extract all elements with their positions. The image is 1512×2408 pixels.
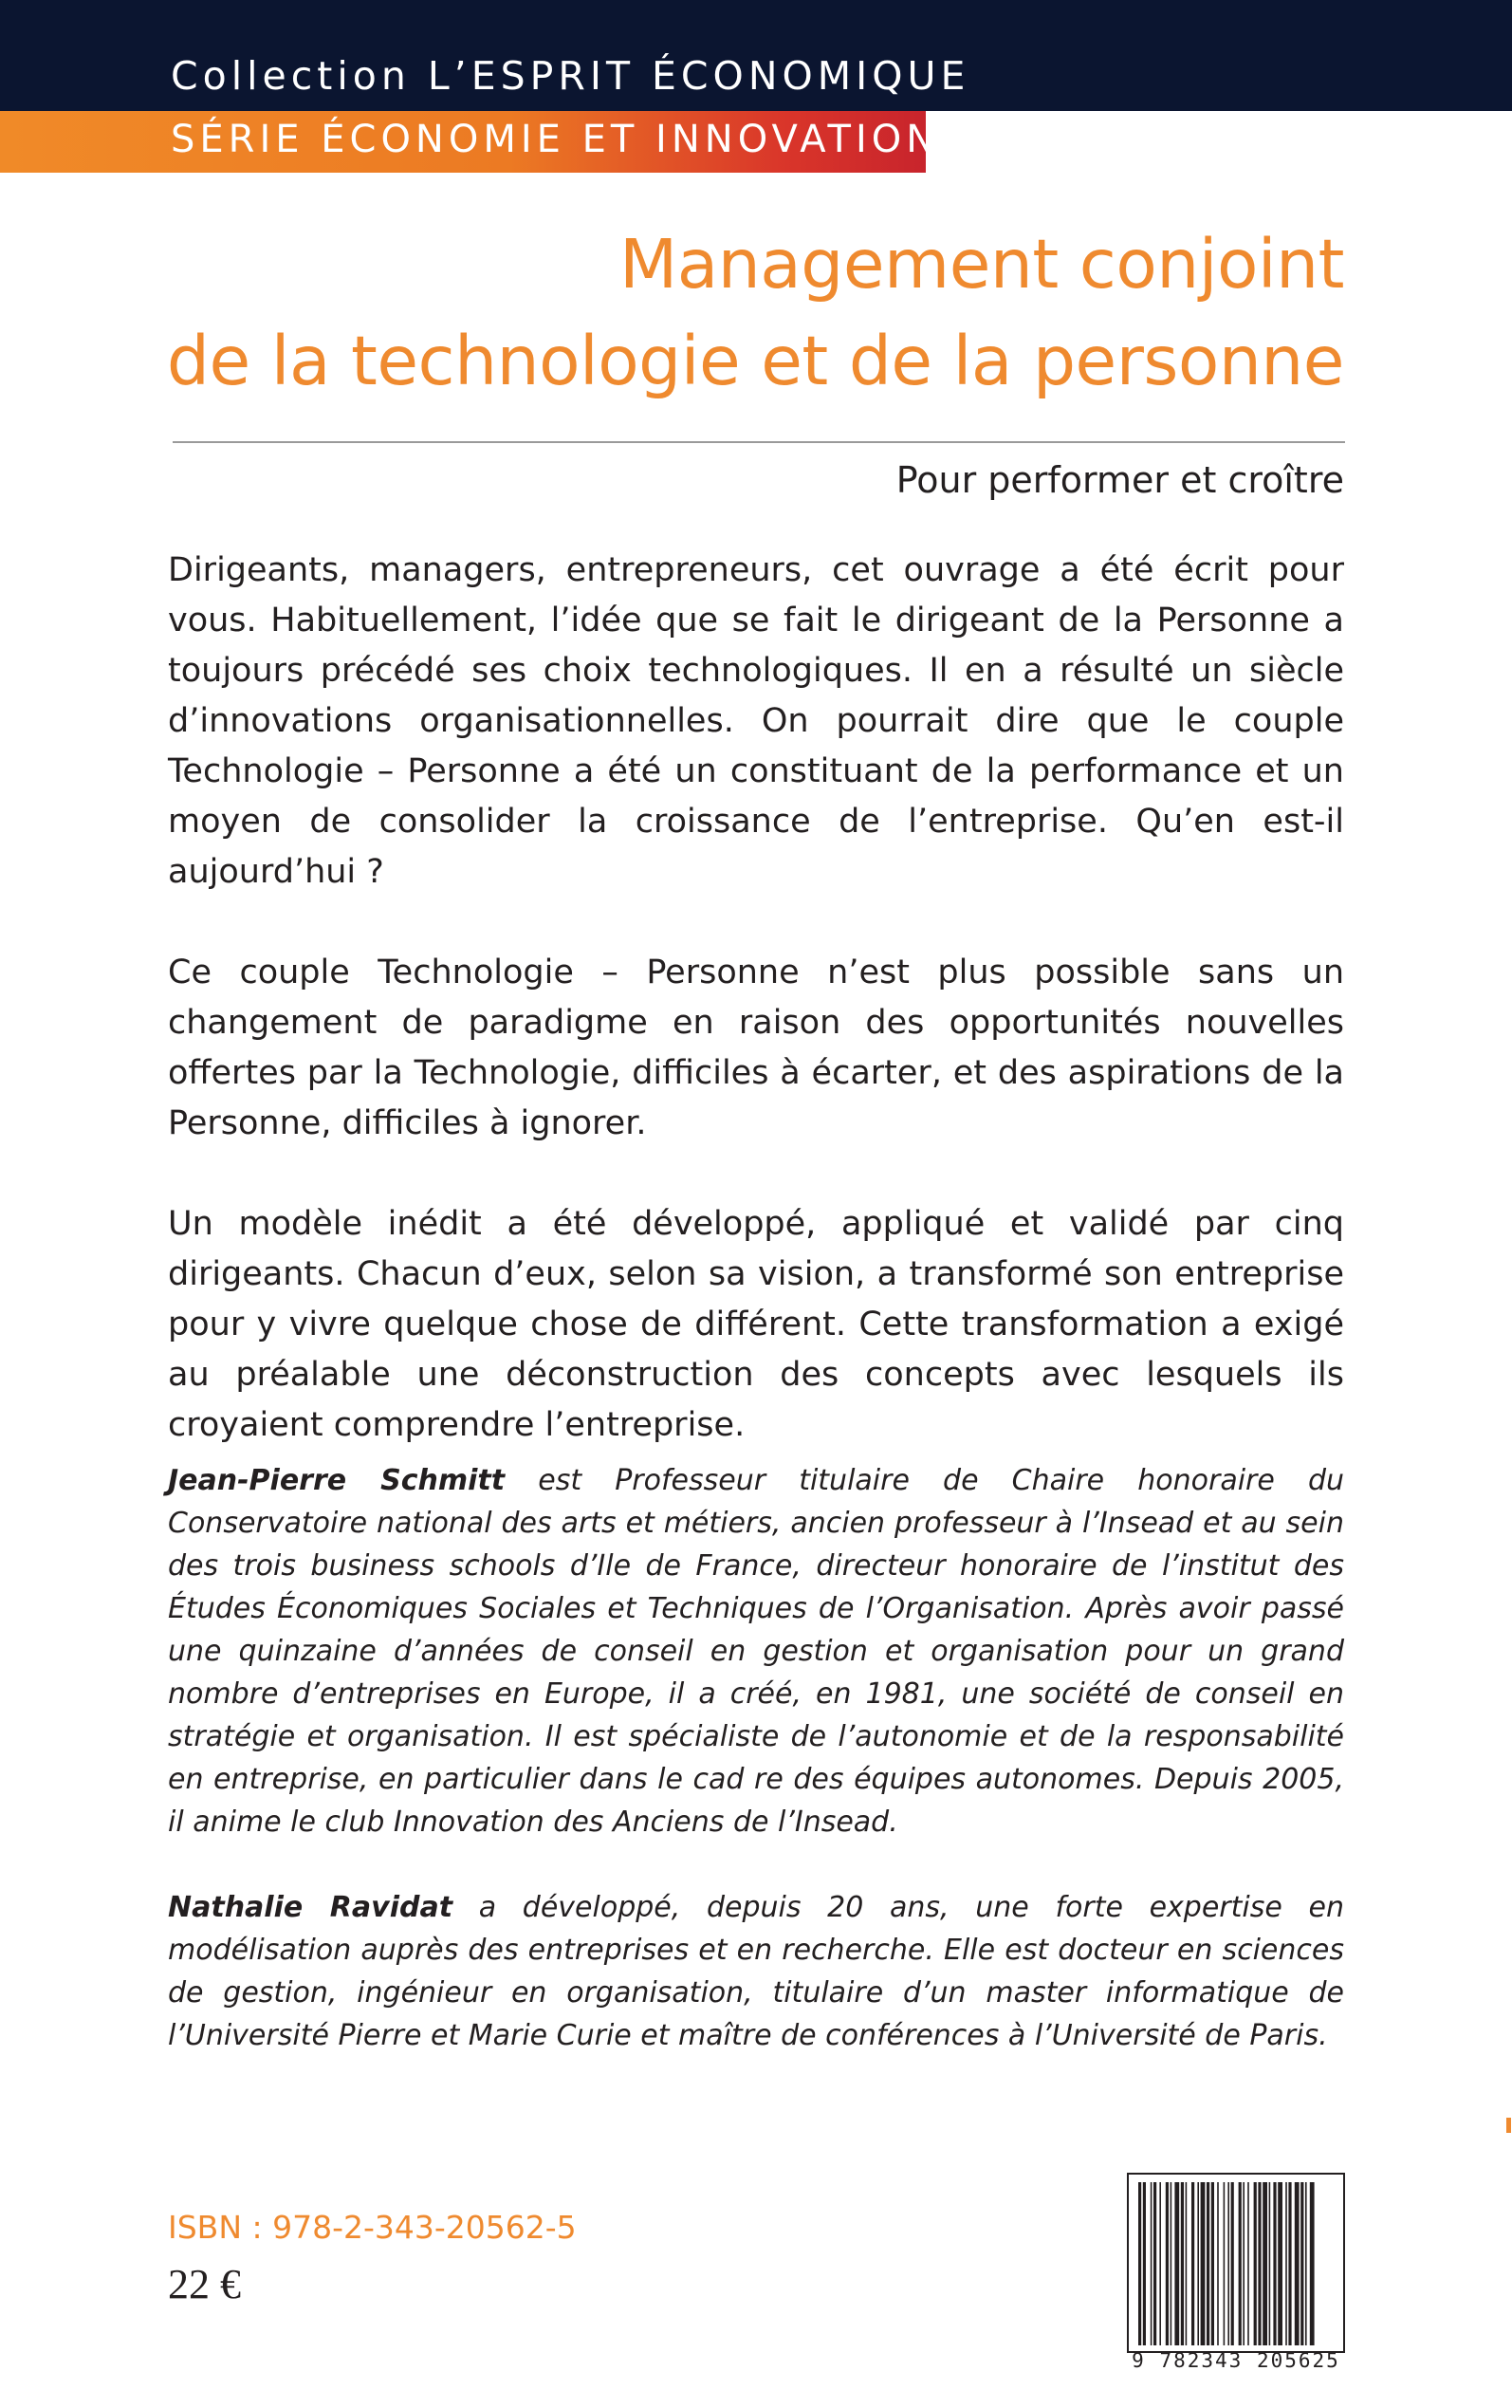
- barcode-bar: [1143, 2182, 1146, 2345]
- barcode-bar: [1159, 2182, 1161, 2345]
- barcode-bar: [1197, 2182, 1199, 2345]
- barcode-bar: [1295, 2182, 1300, 2345]
- author-bio-text-1: est Professeur titulaire de Chaire honoraire du Conservatoire national des arts et métiers, ancien professeur à l’Insead et au sein des trois business schools d’Ile de France, directeur honoraire de l’institut des Études Économiques Sociales et Techniques de l’Organisation. Après avoir passé une quinzaine d’années de conseil en gestion et organisation pour un grand nombre d’entreprises en Europe, il a créé, en 1981, une société de conseil en stratégie et organisation. Il est spécialiste de l’autonomie et de la responsabilité en entreprise, en particulier dans le cad re des équipes autonomes. Depuis 2005, il anime le club Innovation des Anciens de l’Insead.: [168, 1464, 1345, 1839]
- barcode-bar: [1300, 2182, 1303, 2345]
- barcode-icon: [1127, 2173, 1345, 2353]
- barcode-bar: [1278, 2182, 1282, 2345]
- author-name-1: Jean-Pierre Schmitt: [168, 1464, 506, 1497]
- barcode-bar: [1273, 2182, 1276, 2345]
- price: 22 €: [168, 2261, 241, 2307]
- barcode-bar: [1288, 2182, 1291, 2345]
- barcode-bar: [1243, 2182, 1245, 2345]
- barcode-bar: [1207, 2182, 1209, 2345]
- author-bio-text-2: a développé, depuis 20 ans, une forte expertise en modélisation auprès des entreprises et en recherche. Elle est docteur en sciences de gestion, ingénieur en organisation, titulaire d’un master informatique de l’Université Pierre et Marie Curie et maître de conférences à l’Université de Paris.: [168, 1891, 1344, 2052]
- barcode-bar: [1181, 2182, 1184, 2345]
- book-title-line-1: Management conjoint: [619, 225, 1344, 304]
- barcode-bar: [1211, 2182, 1214, 2345]
- barcode-bar: [1239, 2182, 1242, 2345]
- book-title: [167, 216, 1344, 410]
- barcode-bar: [1171, 2182, 1172, 2345]
- blurb: [168, 546, 1344, 1501]
- author-bio-1: [168, 1459, 1344, 1843]
- title-divider: [173, 441, 1345, 443]
- barcode-bar: [1227, 2182, 1229, 2345]
- blurb-paragraph-1: Dirigeants, managers, entrepreneurs, cet ouvrage a été écrit pour vous. Habituellement, l’idée que se fait le dirigeant de la Personne a toujours précédé ses choix technologiques. Il en a résulté un siècle d’innovations organisationnelles. On pourrait dire que le couple Technologie – Personne a été un constituant de la performance et un moyen de consolider la croissance de l’entreprise. Qu’en est-il aujourd’hui ?: [168, 551, 1344, 891]
- author-bio-2: [168, 1886, 1344, 2057]
- author-bios: [168, 1459, 1344, 2100]
- barcode-bar: [1231, 2182, 1234, 2345]
- barcode-bar: [1174, 2182, 1179, 2345]
- barcode-bar: [1269, 2182, 1271, 2345]
- barcode-bar: [1224, 2182, 1226, 2345]
- book-subtitle: Pour performer et croître: [895, 459, 1344, 501]
- barcode-graphic: [1127, 2173, 1345, 2353]
- barcode-bar: [1166, 2182, 1169, 2345]
- barcode-bar: [1305, 2182, 1307, 2345]
- author-name-2: Nathalie Ravidat: [168, 1891, 453, 1924]
- barcode-bar: [1285, 2182, 1287, 2345]
- barcode-bar: [1263, 2182, 1267, 2345]
- barcode-bar: [1138, 2182, 1141, 2345]
- isbn: ISBN : 978-2-343-20562-5: [168, 2209, 577, 2246]
- barcode-bar: [1217, 2182, 1219, 2345]
- barcode-bar: [1254, 2182, 1257, 2345]
- barcode-bar: [1310, 2182, 1315, 2345]
- barcode-digits: 9 782343 205625: [1132, 2349, 1340, 2372]
- trim-mark: [1506, 2118, 1511, 2133]
- barcode-bar: [1191, 2182, 1194, 2345]
- barcode-bar: [1258, 2182, 1261, 2345]
- blurb-paragraph-3: Un modèle inédit a été développé, appliqué et validé par cinq dirigeants. Chacun d’eux, selon sa vision, a transformé son entreprise pour y vivre quelque chose de différent. Cette transformation a exigé au préalable une déconstruction des concepts avec lesquels ils croyaient comprendre l’entreprise.: [168, 1205, 1344, 1444]
- series-name: SÉRIE ÉCONOMIE ET INNOVATION: [171, 118, 940, 161]
- barcode-bar: [1153, 2182, 1156, 2345]
- barcode-bar: [1247, 2182, 1249, 2345]
- barcode-bar: [1186, 2182, 1188, 2345]
- barcode-bar: [1201, 2182, 1206, 2345]
- barcode-bar: [1151, 2182, 1152, 2345]
- book-title-line-2: de la technologie et de la personne: [166, 322, 1344, 400]
- collection-name: Collection L’ESPRIT ÉCONOMIQUE: [171, 53, 970, 99]
- blurb-paragraph-2: Ce couple Technologie – Personne n’est plus possible sans un changement de paradigme en raison des opportunités nouvelles offertes par la Technologie, difficiles à écarter, et des aspirations de la Personne, difficiles à ignorer.: [168, 954, 1344, 1142]
